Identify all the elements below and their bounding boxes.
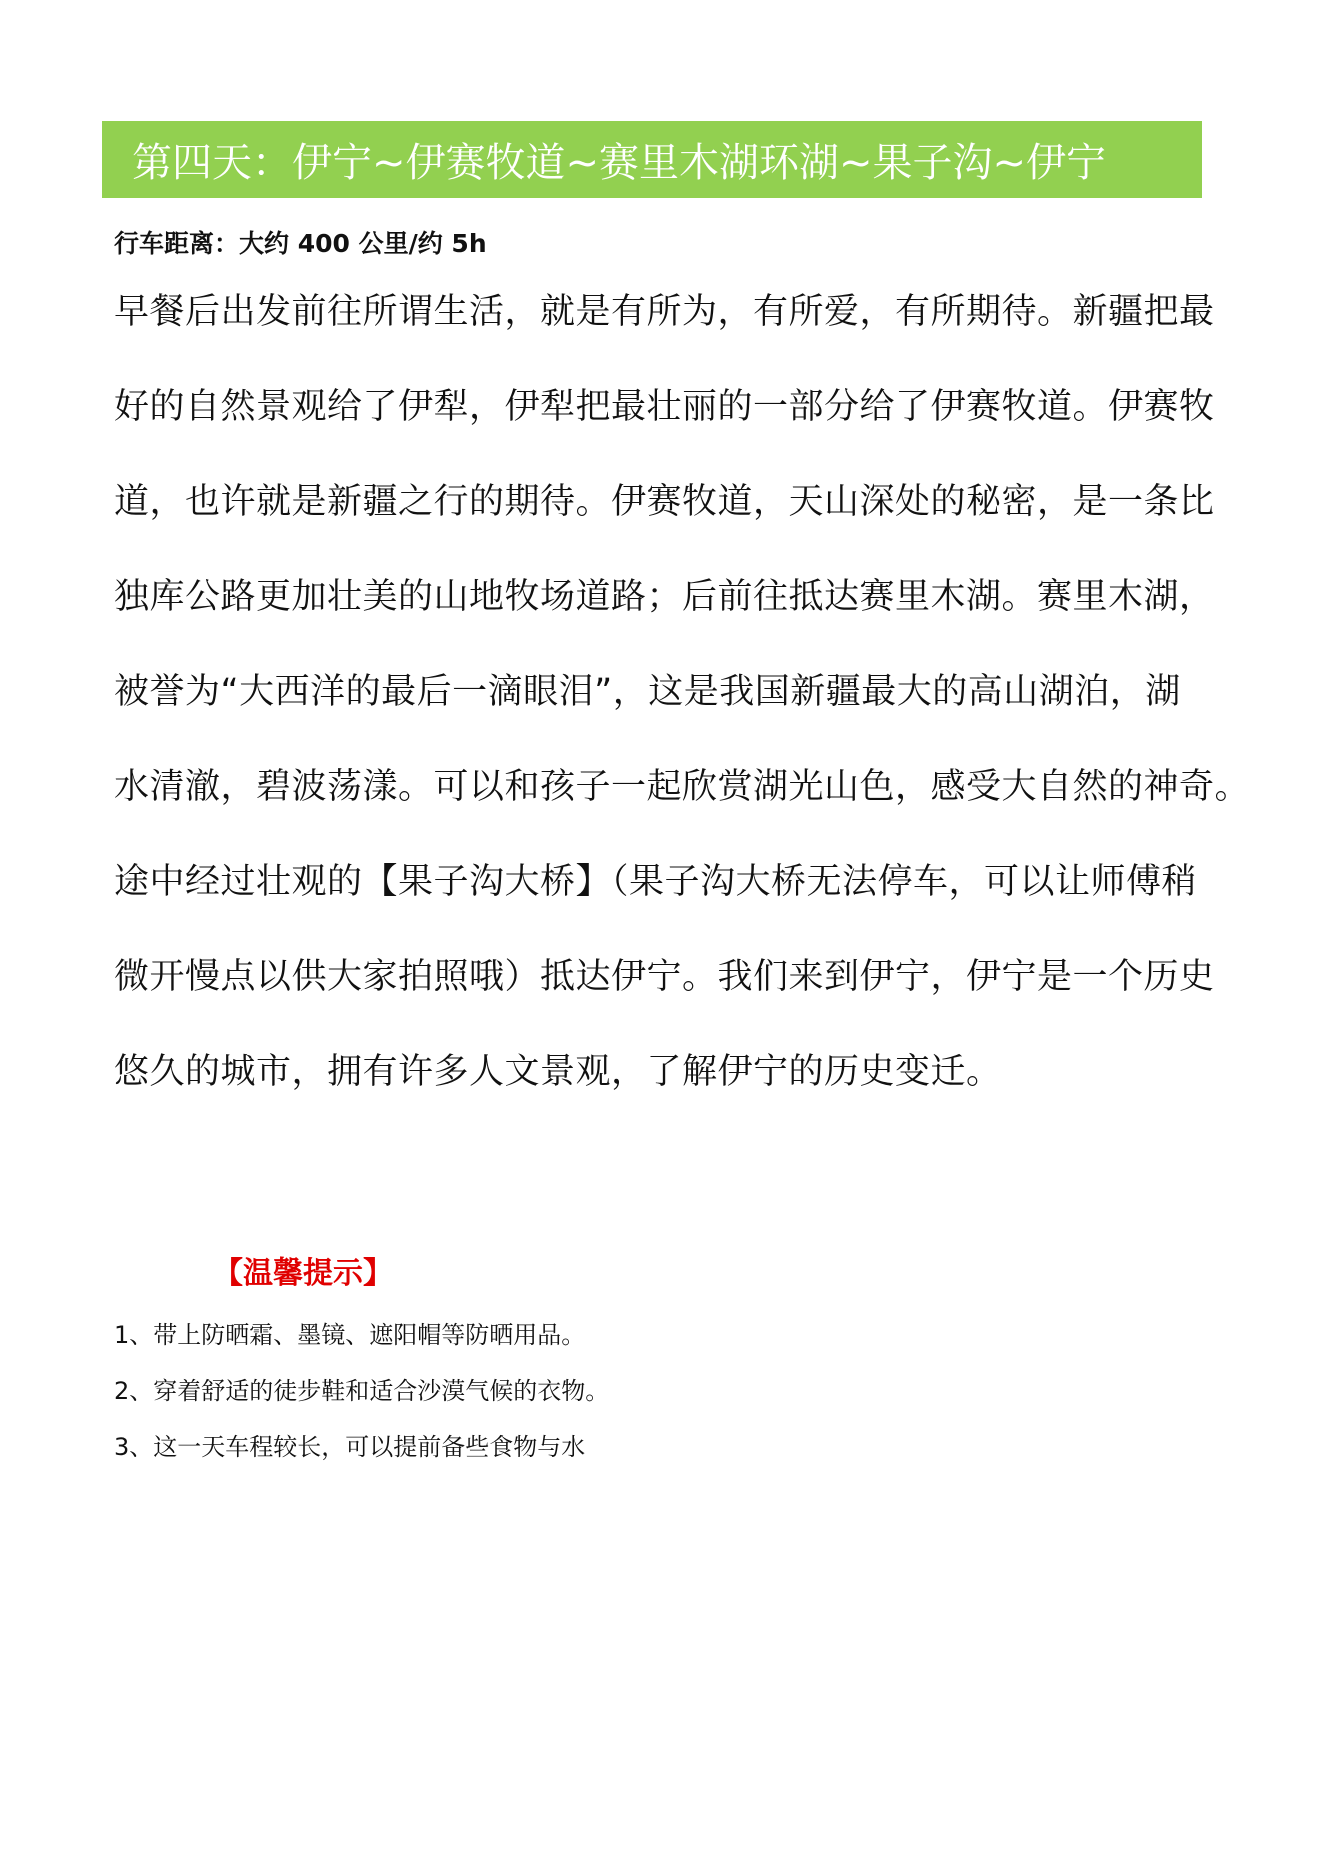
paragraph-line: 被誉为“大西洋的最后一滴眼泪”，这是我国新疆最大的高山湖泊，湖: [114, 672, 1181, 712]
paragraph-line: 水清澈，碧波荡漾。可以和孩子一起欣赏湖光山色，感受大自然的神奇。: [114, 767, 1251, 807]
day-title: 第四天：伊宁~伊赛牧道~赛里木湖环湖~果子沟~伊宁: [132, 140, 1107, 186]
paragraph-line: 微开慢点以供大家拍照哦）抵达伊宁。我们来到伊宁，伊宁是一个历史: [114, 957, 1215, 997]
day-title-banner: [102, 121, 1202, 198]
itinerary-description: [114, 287, 1251, 1142]
paragraph-line: 好的自然景观给了伊犁，伊犁把最壮丽的一部分给了伊赛牧道。伊赛牧: [114, 387, 1215, 427]
paragraph-line: 早餐后出发前往所谓生活，就是有所为，有所爱，有所期待。新疆把最: [114, 292, 1215, 332]
paragraph-line: 途中经过壮观的【果子沟大桥】（果子沟大桥无法停车，可以让师傅稍: [114, 862, 1198, 902]
tip-item: 2、穿着舒适的徒步鞋和适合沙漠气候的衣物。: [114, 1377, 610, 1405]
tip-item: 1、带上防晒霜、墨镜、遮阳帽等防晒用品。: [114, 1321, 586, 1349]
paragraph-line: 悠久的城市，拥有许多人文景观，了解伊宁的历史变迁。: [114, 1052, 1002, 1092]
tips-heading: 【温馨提示】: [213, 1256, 393, 1291]
paragraph-line: 道，也许就是新疆之行的期待。伊赛牧道，天山深处的秘密，是一条比: [114, 482, 1215, 522]
tips-list: [114, 1318, 609, 1486]
driving-distance: 行车距离：大约 400 公里/约 5h: [114, 229, 487, 258]
paragraph-line: 独库公路更加壮美的山地牧场道路；后前往抵达赛里木湖。赛里木湖，: [114, 577, 1215, 617]
tip-item: 3、这一天车程较长，可以提前备些食物与水: [114, 1433, 586, 1461]
